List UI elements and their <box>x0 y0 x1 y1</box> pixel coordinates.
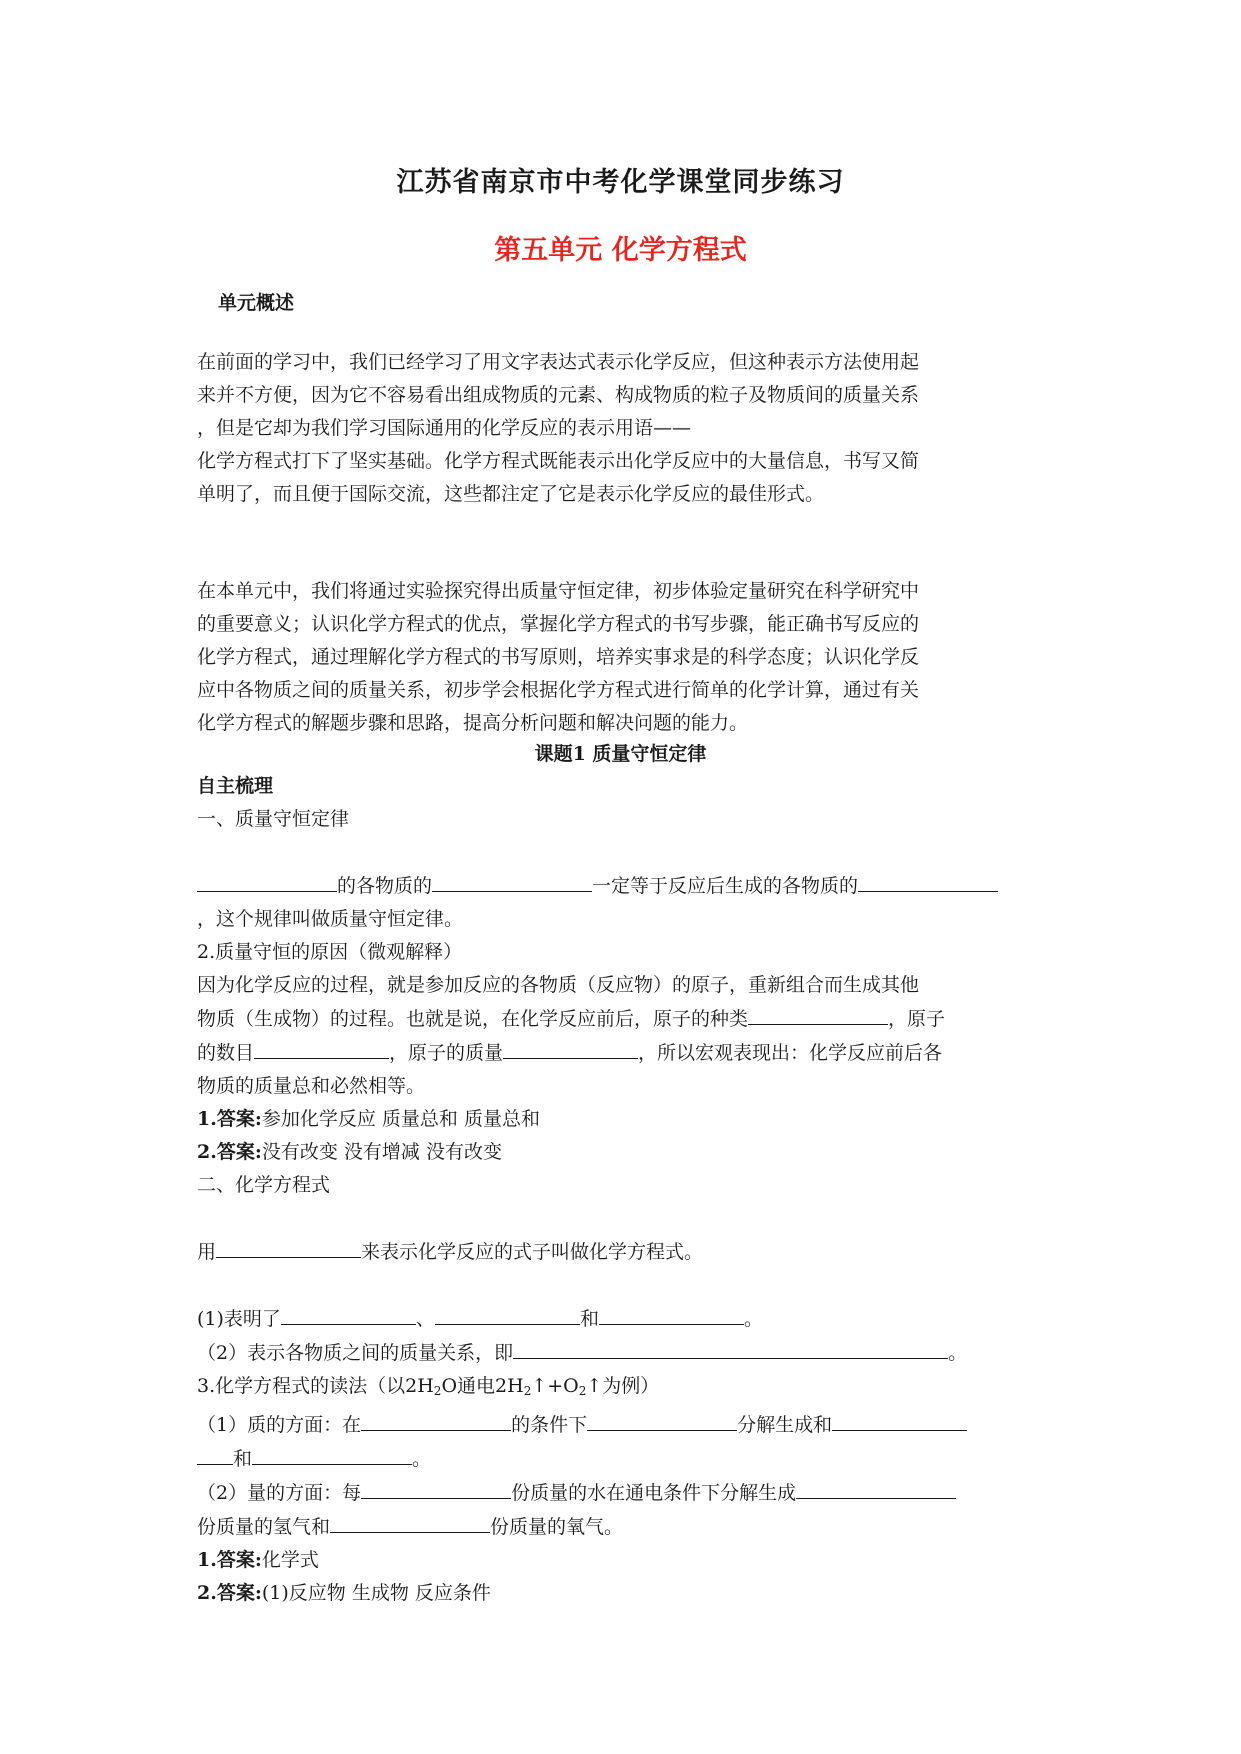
blank-field[interactable] <box>252 1442 412 1465</box>
blank-field[interactable] <box>330 1510 490 1533</box>
text-line: 在本单元中，我们将通过实验探究得出质量守恒定律，初步体验定量研究在科学研究中 <box>197 580 920 602</box>
question-2-line: 的数目 ，原子的质量 ，所以宏观表现出：化学反应前后各 <box>197 1036 1047 1070</box>
blank-field[interactable] <box>197 1442 233 1465</box>
answer-text: 没有改变 没有增减 没有改变 <box>261 1141 502 1163</box>
blank-field[interactable] <box>361 1476 511 1499</box>
blank-field[interactable] <box>796 1476 956 1499</box>
lesson-title: 课题1 质量守恒定律 <box>534 743 707 765</box>
question-1: 的各物质的 一定等于反应后生成的各物质的 <box>197 869 1047 903</box>
answer-line <box>197 1136 1047 1169</box>
text-line: 化学方程式的解题步骤和思路，提高分析问题和解决问题的能力。 <box>197 712 749 734</box>
blank-field[interactable] <box>197 869 337 892</box>
meaning-2: （2）表示各物质之间的质量关系，即 。 <box>197 1336 1047 1370</box>
lesson-body <box>197 770 1047 1610</box>
question-2-line: 物质（生成物）的过程。也就是说，在化学反应前后，原子的种类 ，原子 <box>197 1002 1047 1036</box>
answer-line <box>197 1103 1047 1136</box>
answer-text: 化学式 <box>261 1549 319 1571</box>
text-line: 的重要意义；认识化学方程式的优点，掌握化学方程式的书写步骤，能正确书写反应的 <box>197 613 920 635</box>
blank-field[interactable] <box>432 869 592 892</box>
overview-heading: 单元概述 <box>218 292 295 314</box>
meaning-1: (1)表明了 、 和 。 <box>197 1302 1047 1336</box>
text-line: 化学方程式，通过理解化学方程式的书写原则，培养实事求是的科学态度；认识化学反 <box>197 646 920 668</box>
text-line: 化学方程式打下了坚实基础。化学方程式既能表示出化学反应中的大量信息，书写又简 <box>197 450 920 472</box>
section-heading: 一、质量守恒定律 <box>197 808 350 830</box>
reading-quantity-cont: 份质量的氢气和 份质量的氧气。 <box>197 1510 1047 1544</box>
text-line: 物质的质量总和必然相等。 <box>197 1075 426 1097</box>
answer-label: 2.答案: <box>197 1141 262 1163</box>
blank-field[interactable] <box>254 1036 389 1059</box>
section-heading: 二、化学方程式 <box>197 1174 331 1196</box>
blank-field[interactable] <box>435 1302 580 1325</box>
equation-definition: 用 来表示化学反应的式子叫做化学方程式。 <box>197 1235 1047 1269</box>
text-line: 因为化学反应的过程，就是参加反应的各物质（反应物）的原子，重新组合而生成其他 <box>197 974 920 996</box>
self-study-heading: 自主梳理 <box>197 775 274 797</box>
blank-field[interactable] <box>832 1408 967 1431</box>
text-line: 应中各物质之间的质量关系，初步学会根据化学方程式进行简单的化学计算，通过有关 <box>197 679 920 701</box>
question-2-heading: 2.质量守恒的原因（微观解释） <box>197 941 463 963</box>
blank-field[interactable] <box>503 1036 638 1059</box>
answer-line <box>197 1577 1047 1610</box>
answer-line <box>197 1544 1047 1577</box>
text-line: ，这个规律叫做质量守恒定律。 <box>197 908 464 930</box>
blank-field[interactable] <box>748 1002 888 1025</box>
blank-field[interactable] <box>858 869 998 892</box>
overview-paragraph-1 <box>197 346 1047 511</box>
answer-text: 参加化学反应 质量总和 质量总和 <box>261 1108 540 1130</box>
blank-field[interactable] <box>587 1408 737 1431</box>
reading-quality-cont: 和 。 <box>197 1442 1047 1476</box>
blank-field[interactable] <box>361 1408 511 1431</box>
blank-field[interactable] <box>216 1235 361 1258</box>
unit-subtitle: 第五单元 化学方程式 <box>494 235 747 266</box>
reading-heading: 3.化学方程式的读法（以$2H_2O$通电$2H_2↑+O_2↑$为例） <box>197 1375 660 1398</box>
answer-text: (1)反应物 生成物 反应条件 <box>261 1582 491 1604</box>
reading-quantity: （2）量的方面：每 份质量的水在通电条件下分解生成 <box>197 1476 1047 1510</box>
answer-label: 1.答案: <box>197 1549 262 1571</box>
text-line: 来并不方便，因为它不容易看出组成物质的元素、构成物质的粒子及物质间的质量关系 <box>197 384 920 406</box>
document-title: 江苏省南京市中考化学课堂同步练习 <box>396 167 845 198</box>
blank-field[interactable] <box>513 1336 948 1359</box>
text-line: 在前面的学习中，我们已经学习了用文字表达式表示化学反应，但这种表示方法使用起 <box>197 351 920 373</box>
blank-field[interactable] <box>599 1302 744 1325</box>
text-line: 单明了，而且便于国际交流，这些都注定了它是表示化学反应的最佳形式。 <box>197 483 825 505</box>
answer-label: 1.答案: <box>197 1108 262 1130</box>
reading-quality: （1）质的方面：在 的条件下 分解生成和 <box>197 1408 1047 1442</box>
overview-paragraph-2 <box>197 575 1047 740</box>
answer-label: 2.答案: <box>197 1582 262 1604</box>
text-line: ，但是它却为我们学习国际通用的化学反应的表示用语—— <box>197 417 692 439</box>
blank-field[interactable] <box>281 1302 416 1325</box>
